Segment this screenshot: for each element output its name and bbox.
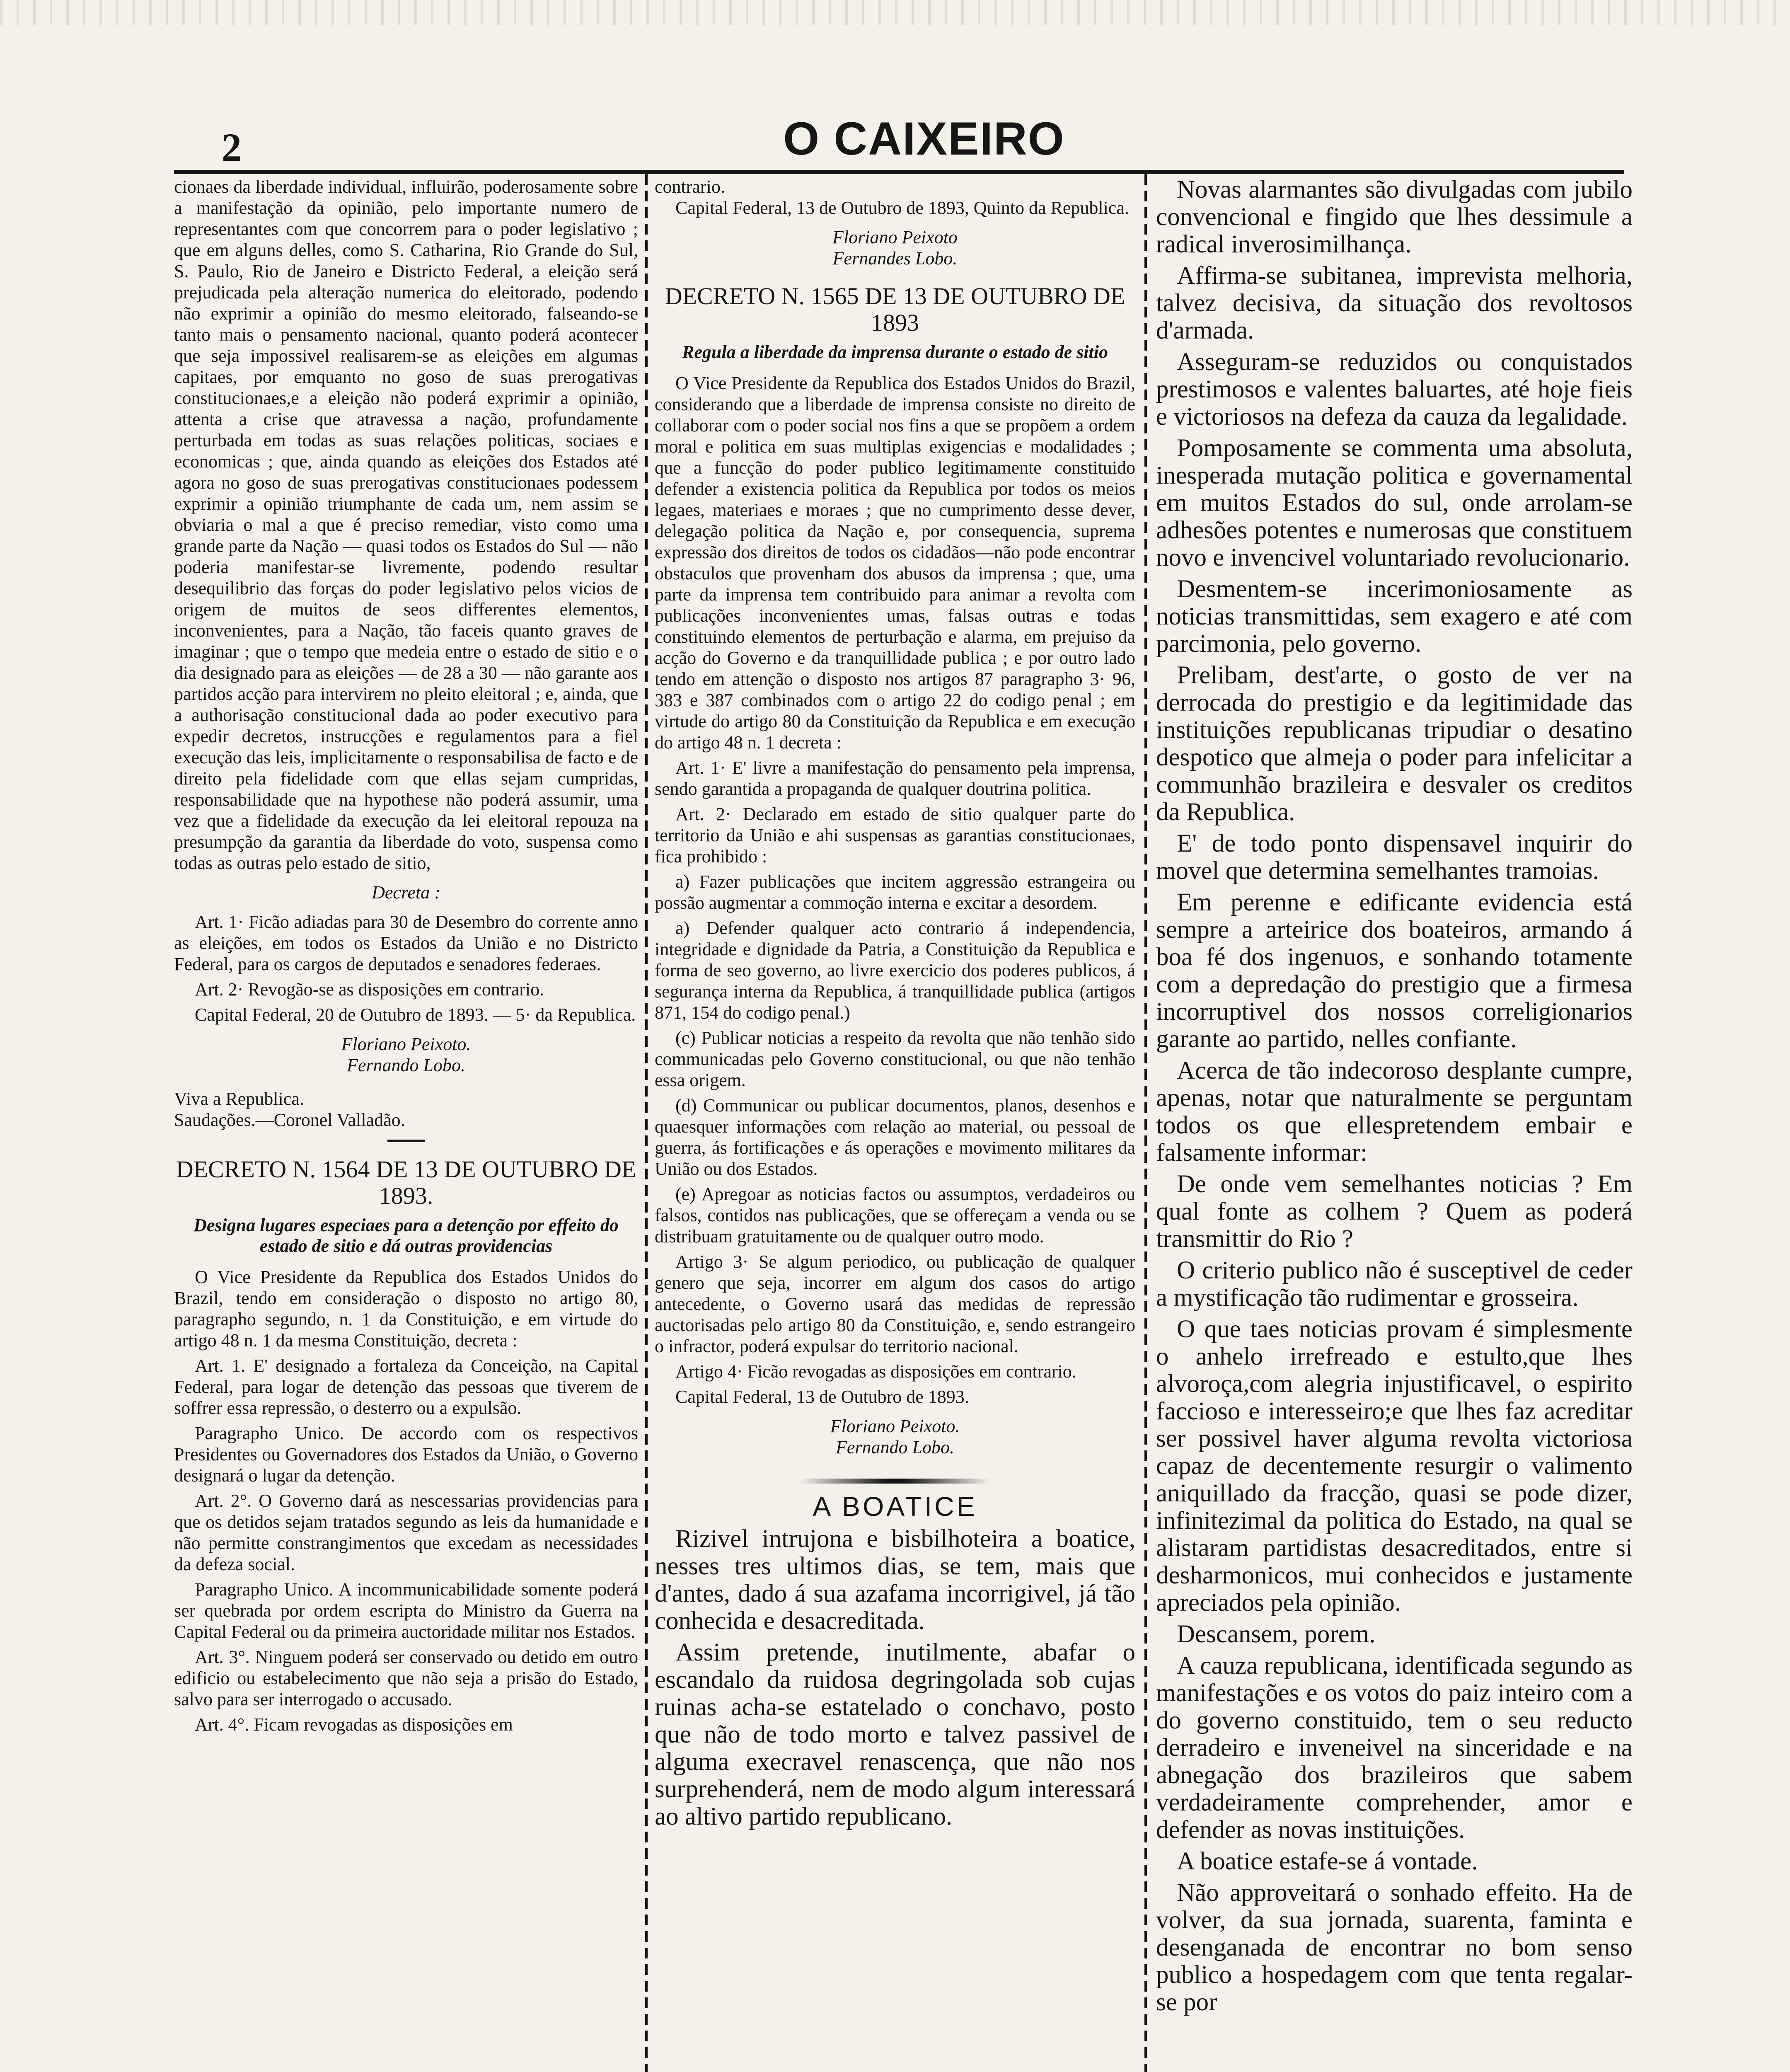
col3-paragraph: O criterio publico não é susceptivel de ceder a mystificação tão rudimentar e grosseira. bbox=[1156, 1256, 1633, 1312]
decree-1564-paragraph: O Vice Presidente da Republica dos Estados Unidos do Brazil, tendo em consideração o disposto no artigo 80, paragrapho segundo, n. 1 da Constituição, e em virtude do artigo 48 n. 1 da mesma Constituição, decreta : bbox=[174, 1267, 638, 1351]
col3-paragraph: O que taes noticias provam é simplesmente o anhelo irrefreado e estulto,que lhes alvoroça,com alegria injustificavel, o espirito faccioso e interesseiro;e que lhes faz acreditar ser possivel haver alguma revolta victoriosa capaz de decentemente resurgir o valimento aniquillado da fracção, quasi se pode dizer, infinitezimal da politica do Estado, na qual se alistaram partidistas desacreditados, entre si desharmonicos, mui conhecidos e justamente apreciados pela opinião. bbox=[1156, 1315, 1633, 1617]
decree-1565-paragraph: Artigo 3· Se algum periodico, ou publicação de qualquer genero que seja, incorrer em algum dos casos do artigo antecedente, o Governo usará das medidas de repressão auctorisadas pelo artigo 80 da Constituição, e, sendo estrangeiro o infractor, poderá expulsar do territorio nacional. bbox=[655, 1251, 1135, 1356]
boatice-paragraph: Assim pretende, inutilmente, abafar o escandalo da ruidosa degringolada sob cujas ruinas acha-se estatelado o conchavo, posto que não de todo morto e talvez passivel de alguma execravel renascença, que não nos surprehenderá, nem de modo algum interessará ao altivo partido republicano. bbox=[655, 1639, 1135, 1830]
decree-1564-paragraph: Art. 3°. Ninguem poderá ser conservado ou detido em outro edificio ou estabelecimento que não seja a prisão do Estado, salvo para ser interrogado o accusado. bbox=[174, 1647, 638, 1709]
signature: Floriano Peixoto. bbox=[830, 1416, 960, 1436]
decreta-label: Decreta : bbox=[372, 882, 440, 903]
decree-1564-subtitle: Designa lugares especiaes para a detenção por effeito do estado de sitio e dá outras providencias bbox=[194, 1215, 619, 1256]
decree-1564-paragraph: Paragrapho Unico. De accordo com os respectivos Presidentes ou Governadores dos Estados da União, o Governo designará o lugar da detenção. bbox=[174, 1423, 638, 1486]
decree-1565-paragraph: (c) Publicar noticias a respeito da revolta que não tenhão sido communicadas pelo Governo constitucional, ou que não tenhão essa origem. bbox=[655, 1028, 1135, 1090]
decree-1564-paragraph: Art. 1. E' designado a fortaleza da Conceição, na Capital Federal, para logar de detenção das pessoas que tiverem de soffrer essa repressão, o desterro ou a expulsão. bbox=[174, 1356, 638, 1418]
decree-1565-paragraph: (d) Communicar ou publicar documentos, planos, desenhos e quaesquer informações com relação ao material, ou pessoal de guerra, ás fortificações e ás operações e movimento militares da União ou dos Estados. bbox=[655, 1095, 1135, 1179]
boatice-body bbox=[655, 1525, 1135, 1830]
col1-signatures bbox=[174, 1034, 638, 1076]
col1-date-line: Capital Federal, 20 de Outubro de 1893. — 5· da Republica. bbox=[195, 1005, 636, 1025]
decree-1565-title: DECRETO N. 1565 DE 13 DE OUTUBRO DE 1893 bbox=[665, 283, 1125, 336]
signature: Fernandes Lobo. bbox=[832, 248, 958, 269]
decree-1565-paragraph: a) Defender qualquer acto contrario á independencia, integridade e dignidade da Patria, a Constituição da Republica e forma de seo governo, ao livre exercicio dos poderes publicos, á segurança interna da Republica, á tranquillidade publica (artigos 871, 154 do codigo penal.) bbox=[655, 918, 1135, 1023]
decree-1564-paragraph: Art. 4°. Ficam revogadas as disposições em bbox=[195, 1714, 513, 1735]
closing-line: Viva a Republica. bbox=[174, 1089, 304, 1109]
col3-paragraph: Prelibam, dest'arte, o gosto de ver na derrocada do prestigio e da legitimidade das instituições republicanas tripudiar o desatino despotico que almeja o poder para infelicitar a communhão brazileira e desvaler os creditos da Republica. bbox=[1156, 661, 1633, 826]
col3-paragraph: Descansem, porem. bbox=[1177, 1620, 1376, 1648]
col3-paragraph: A boatice estafe-se á vontade. bbox=[1177, 1847, 1478, 1875]
signature: Fernando Lobo. bbox=[347, 1055, 465, 1075]
col2-signatures-2 bbox=[655, 1416, 1135, 1458]
masthead-title: O CAIXEIRO bbox=[783, 113, 1065, 165]
decree-1565-paragraph: O Vice Presidente da Republica dos Estados Unidos do Brazil, considerando que a liberdade de imprensa consiste no direito de collaborar com o poder social nos fins a que se propõem a ordem moral e politica em suas multiplas exigencias e modalidades ; que a funcção do poder publico legitimamente constituido defender a existencia politica da Republica por todos os meios legaes, materiaes e moraes ; que no cumprimento desse dever, delegação politica da Nação e, por consequencia, suprema expressão dos direitos de todos os cidadãos—não pode encontrar obstaculos que provenham dos abusos da imprensa ; que, uma parte da imprensa tem contribuido para animar a revolta com publicações inconvenientes umas, falsas outras e todas constituindo elementos de perturbação e alarma, em prejuiso da acção do Governo e da tranquillidade publica ; e por outro lado tendo em attenção o disposto nos artigos 87 paragrapho 3· 96, 383 e 387 combinados com o artigo 22 do codigo penal ; em virtude do artigo 80 da Constituição da Republica e em execução do artigo 48 n. 1 decreta : bbox=[655, 373, 1135, 753]
col3-paragraph: Affirma-se subitanea, imprevista melhoria, talvez decisiva, da situação dos revoltosos d'armada. bbox=[1156, 262, 1633, 344]
column-separator bbox=[645, 174, 648, 2072]
closing-line: Saudações.—Coronel Valladão. bbox=[174, 1110, 405, 1130]
decree-1564-paragraph: Art. 2°. O Governo dará as nescessarias providencias para que os detidos sejam tratados segundo as leis da humanidade e não permitte constrangimentos que excedam as necessidades da defeza social. bbox=[174, 1491, 638, 1574]
col3-paragraph: Acerca de tão indecoroso desplante cumpre, apenas, notar que naturalmente se perguntam todos os que ellespretendem embair e falsamente informar: bbox=[1156, 1057, 1633, 1167]
col2-signatures-1 bbox=[655, 227, 1135, 269]
column-2 bbox=[655, 176, 1135, 2072]
decree-1565-paragraph: a) Fazer publicações que incitem aggressão estrangeira ou possão augmentar a commoção interna e excitar a desordem. bbox=[655, 871, 1135, 913]
col3-paragraph: Em perenne e edificante evidencia está sempre a arteirice dos boateiros, armando á boa fé dos ingenuos, e sonhando totamente com a depredação do prestigio que a firmesa incorruptivel dos nossos correligionarios garante ao partido, nelles confiante. bbox=[1156, 888, 1633, 1053]
signature: Floriano Peixoto. bbox=[341, 1034, 471, 1054]
col3-paragraph: Asseguram-se reduzidos ou conquistados prestimosos e valentes baluartes, até hoje fieis e victoriosos na defeza da cauza da legalidade. bbox=[1156, 348, 1633, 431]
decree-1565-subtitle: Regula a liberdade da imprensa durante o estado de sitio bbox=[682, 342, 1108, 362]
signature: Floriano Peixoto bbox=[832, 227, 958, 247]
col1-paragraph: cionaes da liberdade individual, influirão, poderosamente sobre a manifestação da opinião, pelo importante numero de representantes com que concorrem para o poder legislativo ; que em alguns delles, como S. Catharina, Rio Grande do Sul, S. Paulo, Rio de Janeiro e Districto Federal, a eleição será prejudicada pela alteração numerica do eleitorado, podendo não exprimir a opinião do mesmo eleitorado, falseando-se tanto mais o pensamento nacional, quanto poderá acontecer que seja impossivel realisarem-se as eleições em algumas capitaes, por emquanto no goso de suas prerogativas constitucionaes,e a eleição não poderá exprimir a opinião, attenta a crise que atravessa a nação, profundamente perturbada em todas as suas relações politicas, sociaes e economicas ; que, ainda quando as eleições dos Estados até agora no goso de suas prerogativas constitucionaes podessem exprimir a opinião triumphante de cada um, nem assim se obviaria o mal a que é preciso remediar, visto como uma grande parte da Nação — quasi todos os Estados do Sul — não poderia manifestar-se livremente, podendo resultar desequilibrio das forças do poder legislativo pelos vicios de origem de muitos de seos differentes elementos, inconvenientes, para a Nação, tão faceis quanto graves de imaginar ; que o tempo que medeia entre o estado de sitio e o dia designado para as eleições — de 28 a 30 — não garante aos partidos acção para intervirem no pleito eleitoral ; e, ainda, que a authorisação constitucional dada ao poder executivo para expedir decretos, instrucções e regulamentos para a fiel execução das leis, implicitamente o responsabilisa de facto e de direito pela fidelidade com que ellas sejam cumpridas, responsabilidade que na hypothese não poderá assumir, uma vez que a fidelidade da execução da lei eleitoral repouza na presumpção da garantia da liberdade do voto, suspensa como todas as outras pelo estado de sitio, bbox=[174, 177, 638, 873]
col3-paragraph: Não approveitará o sonhado effeito. Ha de volver, da sua jornada, suarenta, faminta e desenganada de encontrar no bom senso publico a hospedagem com que tenta regalar-se por bbox=[1156, 1879, 1633, 2016]
col2-intro: contrario. bbox=[655, 177, 725, 197]
col1-article: Art. 1· Ficão adiadas para 30 de Desembro do corrente anno as eleições, em todos os Estados da União e no Districto Federal, para os cargos de deputados e senadores federaes. bbox=[174, 912, 638, 974]
col3-paragraph: Desmentem-se incerimoniosamente as noticias transmittidas, sem exagero e até com parcimonia, pelo governo. bbox=[1156, 575, 1633, 658]
decree-1564-title: DECRETO N. 1564 DE 13 DE OUTUBRO DE 1893. bbox=[176, 1156, 636, 1209]
decree-1564-paragraph: Paragrapho Unico. A incommunicabilidade somente poderá ser quebrada por ordem escripta do Ministro da Guerra na Capital Federal ou da primeira auctoridade militar nos Estados. bbox=[174, 1579, 638, 1642]
decree-1565-paragraph: Art. 2· Declarado em estado de sitio qualquer parte do territorio da União e ahi suspensas as garantias constitucionaes, fica prohibido : bbox=[655, 804, 1135, 867]
col3-paragraph: Novas alarmantes são divulgadas com jubilo convencional e fingido que lhes dessimule a radical inverosimilhança. bbox=[1156, 176, 1633, 258]
short-rule bbox=[387, 1140, 425, 1142]
col3-paragraph: De onde vem semelhantes noticias ? Em qual fonte as colhem ? Quem as poderá transmittir do Rio ? bbox=[1156, 1170, 1633, 1253]
scan-noise bbox=[0, 0, 1790, 25]
decree-1565-paragraph: Art. 1· E' livre a manifestação do pensamento pela imprensa, sendo garantida a propaganda de qualquer doutrina politica. bbox=[655, 758, 1135, 799]
header-rule bbox=[174, 170, 1624, 174]
decree-1565-paragraph: Artigo 4· Ficão revogadas as disposições em contrario. bbox=[675, 1361, 1076, 1382]
column-3 bbox=[1156, 176, 1633, 2072]
col3-paragraph: Pomposamente se commenta uma absoluta, inesperada mutação politica e governamental em muitos Estados do sul, onde arrolam-se adhesões potentes e numerosas que constituem novo e invencivel voluntariado revolucionario. bbox=[1156, 434, 1633, 571]
col3-paragraph: E' de todo ponto dispensavel inquirir do movel que determina semelhantes tramoias. bbox=[1156, 830, 1633, 885]
boatice-paragraph: Rizivel intrujona e bisbilhoteira a boatice, nesses tres ultimos dias, se tem, mais que d'antes, dado á sua azafama incorrigivel, já tão conhecida e desacreditada. bbox=[655, 1525, 1135, 1635]
col2-intro: Capital Federal, 13 de Outubro de 1893, Quinto da Republica. bbox=[675, 198, 1129, 218]
col1-article: Art. 2· Revogão-se as disposições em contrario. bbox=[195, 979, 544, 1000]
page-number: 2 bbox=[222, 125, 242, 169]
ornamental-rule bbox=[800, 1479, 990, 1484]
signature: Fernando Lobo. bbox=[836, 1437, 954, 1457]
col3-paragraph: A cauza republicana, identificada segundo as manifestações e os votos do paiz inteiro com a do governo constituido, tem o seu reducto derradeiro e inveneivel na sinceridade e na abnegação dos brazileiros que sabem verdadeiramente comprehender, amor e defender as novas instituições. bbox=[1156, 1652, 1633, 1844]
boatice-heading: A BOATICE bbox=[813, 1491, 977, 1522]
decree-1565-paragraph: (e) Apregoar as noticias factos ou assumptos, verdadeiros ou falsos, contidos nas publicações, que se offereçam a venda ou se distribuam gratuitamente ou de qualquer outro modo. bbox=[655, 1184, 1135, 1247]
column-separator bbox=[1144, 174, 1147, 2072]
col2-date-line: Capital Federal, 13 de Outubro de 1893. bbox=[675, 1387, 969, 1407]
column-1 bbox=[174, 176, 638, 2072]
